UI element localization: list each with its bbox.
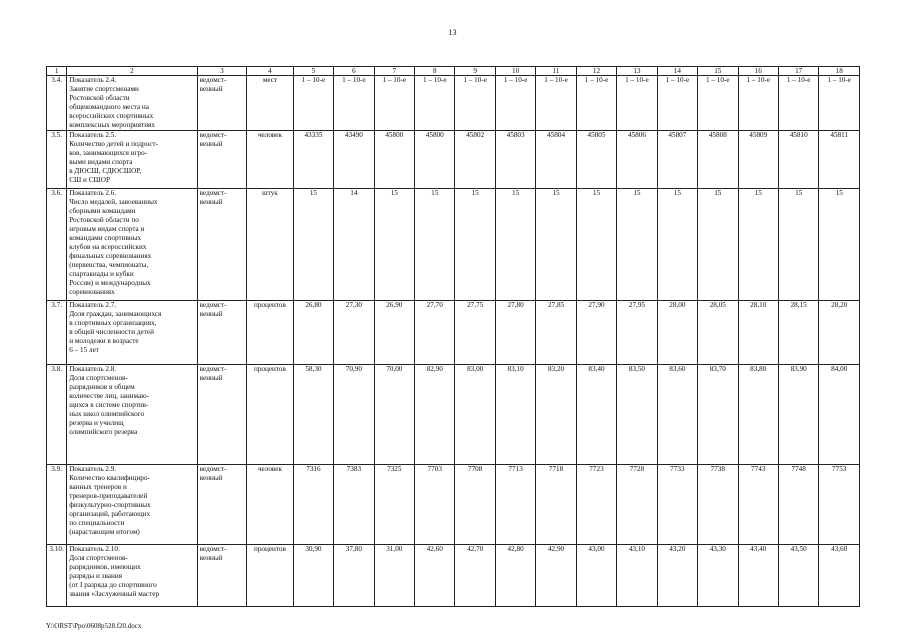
indicator-value: 15 bbox=[293, 189, 333, 301]
indicator-value: 1 – 10-е bbox=[536, 76, 576, 131]
indicator-value: 15 bbox=[536, 189, 576, 301]
indicator-value: 15 bbox=[576, 189, 616, 301]
indicator-value: 1 – 10-е bbox=[374, 76, 414, 131]
column-header: 6 bbox=[334, 67, 374, 76]
data-source bbox=[197, 189, 247, 301]
indicator-name bbox=[67, 365, 197, 465]
column-header: 12 bbox=[576, 67, 616, 76]
indicator-name-line: ванных тренеров и bbox=[69, 483, 127, 491]
data-source bbox=[197, 131, 247, 189]
indicator-value: 7316 bbox=[293, 465, 333, 545]
indicator-name-line: Показатель 2.7. bbox=[69, 301, 117, 309]
column-header: 3 bbox=[197, 67, 247, 76]
indicator-value: 7708 bbox=[455, 465, 495, 545]
column-header: 5 bbox=[293, 67, 333, 76]
indicator-value: 42,90 bbox=[536, 545, 576, 607]
indicator-name-line: 6 – 15 лет bbox=[69, 346, 99, 354]
indicator-value: 1 – 10-е bbox=[415, 76, 455, 131]
indicator-name-line: финальных соревнованиях bbox=[69, 252, 152, 260]
indicator-name-line: игровым видам спорта и bbox=[69, 225, 145, 233]
indicator-value: 1 – 10-е bbox=[698, 76, 738, 131]
data-source-line: венный bbox=[199, 198, 223, 206]
indicator-value: 45806 bbox=[617, 131, 657, 189]
indicator-name-line: Показатель 2.5. bbox=[69, 131, 117, 139]
data-source-line: ведомст- bbox=[199, 365, 227, 373]
data-source bbox=[197, 76, 247, 131]
indicator-name-line: Ростовской области по bbox=[69, 216, 139, 224]
indicator-name-line: клубов на всероссийских bbox=[69, 243, 147, 251]
column-header: 4 bbox=[247, 67, 294, 76]
data-source-line: ведомст- bbox=[199, 301, 227, 309]
indicator-value: 43490 bbox=[334, 131, 374, 189]
indicator-value: 7713 bbox=[495, 465, 535, 545]
indicator-name-line: соревнованиях bbox=[69, 288, 115, 296]
unit-of-measure: человек bbox=[247, 465, 294, 545]
column-header: 2 bbox=[67, 67, 197, 76]
data-source-line: венный bbox=[199, 474, 223, 482]
indicator-name-line: щихся в системе спортив- bbox=[69, 401, 149, 409]
indicator-value: 45802 bbox=[455, 131, 495, 189]
indicator-value: 1 – 10-е bbox=[455, 76, 495, 131]
indicator-name-line: Количество детей и подрост- bbox=[69, 140, 159, 148]
indicator-value: 45803 bbox=[495, 131, 535, 189]
data-source-line: венный bbox=[199, 310, 223, 318]
indicator-value: 1 – 10-е bbox=[334, 76, 374, 131]
indicator-value: 7753 bbox=[819, 465, 860, 545]
column-header: 7 bbox=[374, 67, 414, 76]
row-number: 3.5. bbox=[47, 131, 67, 189]
indicator-name-line: спартакиады и кубки bbox=[69, 270, 134, 278]
column-header: 17 bbox=[778, 67, 818, 76]
indicator-value: 1 – 10-е bbox=[495, 76, 535, 131]
indicator-value: 45808 bbox=[698, 131, 738, 189]
indicator-value: 7728 bbox=[617, 465, 657, 545]
indicator-name-line: Доля спортсменов- bbox=[69, 554, 128, 562]
indicator-value: 26,80 bbox=[293, 301, 333, 365]
indicator-value: 45807 bbox=[657, 131, 697, 189]
indicator-value: 45809 bbox=[738, 131, 778, 189]
data-source-line: ведомст- bbox=[199, 545, 227, 553]
indicator-name bbox=[67, 301, 197, 365]
indicator-value: 28,10 bbox=[738, 301, 778, 365]
indicator-name-line: физкультурно-спортивных bbox=[69, 501, 151, 509]
indicator-value: 15 bbox=[495, 189, 535, 301]
indicator-value: 42,80 bbox=[495, 545, 535, 607]
indicator-value: 83,50 bbox=[617, 365, 657, 465]
indicator-value: 27,75 bbox=[455, 301, 495, 365]
indicator-value: 26,90 bbox=[374, 301, 414, 365]
table-row bbox=[47, 365, 860, 465]
column-header: 11 bbox=[536, 67, 576, 76]
indicator-value: 58,30 bbox=[293, 365, 333, 465]
indicator-name-line: Число медалей, завоеванных bbox=[69, 198, 158, 206]
unit-of-measure: человек bbox=[247, 131, 294, 189]
indicator-name-line: олимпийского резерва bbox=[69, 428, 138, 436]
indicator-name-line: (от I разряда до спортивного bbox=[69, 581, 157, 589]
indicator-name-line: Показатель 2.10. bbox=[69, 545, 120, 553]
indicator-name-line: в спортивных организациях, bbox=[69, 319, 157, 327]
indicator-name-line: количестве лиц, занимаю- bbox=[69, 392, 149, 400]
data-source-line: ведомст- bbox=[199, 465, 227, 473]
indicator-value: 27,30 bbox=[334, 301, 374, 365]
data-source-line: венный bbox=[199, 554, 223, 562]
indicator-value: 43,60 bbox=[819, 545, 860, 607]
indicator-value: 43,30 bbox=[698, 545, 738, 607]
indicator-name bbox=[67, 189, 197, 301]
column-number-row bbox=[47, 67, 860, 76]
indicator-name bbox=[67, 131, 197, 189]
indicator-name-line: по специальности bbox=[69, 519, 125, 527]
indicator-value: 7733 bbox=[657, 465, 697, 545]
indicator-name-line: Доля спортсменов- bbox=[69, 374, 128, 382]
indicator-name-line: в ДЮСШ, СДЮСШОР, bbox=[69, 167, 142, 175]
indicator-value: 45800 bbox=[415, 131, 455, 189]
indicator-name-line: командами спортивных bbox=[69, 234, 142, 242]
column-header: 1 bbox=[47, 67, 67, 76]
data-source bbox=[197, 545, 247, 607]
indicator-value: 43,50 bbox=[778, 545, 818, 607]
data-source-line: ведомст- bbox=[199, 189, 227, 197]
indicator-value: 83,40 bbox=[576, 365, 616, 465]
table-row bbox=[47, 189, 860, 301]
indicator-name-line: Показатель 2.4. bbox=[69, 76, 117, 84]
row-number: 3.6. bbox=[47, 189, 67, 301]
indicator-value: 1 – 10-е bbox=[576, 76, 616, 131]
indicator-value: 7383 bbox=[334, 465, 374, 545]
indicator-name-line: резерва и училищ bbox=[69, 419, 124, 427]
indicator-name-line: звания «Заслуженный мастер bbox=[69, 590, 160, 598]
indicator-value: 1 – 10-е bbox=[293, 76, 333, 131]
data-source-line: венный bbox=[199, 374, 223, 382]
data-source-line: ведомст- bbox=[199, 131, 227, 139]
indicators-table bbox=[46, 66, 860, 607]
indicator-value: 70,90 bbox=[334, 365, 374, 465]
indicator-value: 1 – 10-е bbox=[738, 76, 778, 131]
indicator-value: 15 bbox=[698, 189, 738, 301]
table-row bbox=[47, 76, 860, 131]
indicator-value: 42,70 bbox=[455, 545, 495, 607]
indicator-name-line: Показатель 2.8. bbox=[69, 365, 117, 373]
indicator-value: 7743 bbox=[738, 465, 778, 545]
row-number: 3.8. bbox=[47, 365, 67, 465]
indicator-value: 43,20 bbox=[657, 545, 697, 607]
indicator-value: 45800 bbox=[374, 131, 414, 189]
indicator-value: 7748 bbox=[778, 465, 818, 545]
indicator-name-line: ков, занимающихся игро- bbox=[69, 149, 148, 157]
indicator-value: 83,70 bbox=[698, 365, 738, 465]
unit-of-measure: мест bbox=[247, 76, 294, 131]
file-path-footer: Y:\ORST\Ppo\0608p528.f20.docx bbox=[46, 622, 142, 630]
indicator-value: 15 bbox=[455, 189, 495, 301]
data-source bbox=[197, 301, 247, 365]
indicator-value: 82,90 bbox=[415, 365, 455, 465]
indicator-name-line: разряды и звания bbox=[69, 572, 122, 580]
indicator-value: 1 – 10-е bbox=[819, 76, 860, 131]
indicator-value: 15 bbox=[617, 189, 657, 301]
indicator-value: 27,80 bbox=[495, 301, 535, 365]
indicator-name-line: ных школ олимпийского bbox=[69, 410, 145, 418]
indicator-name-line: (первенства, чемпионаты, bbox=[69, 261, 149, 269]
indicator-value: 83,20 bbox=[536, 365, 576, 465]
indicator-value: 7718 bbox=[536, 465, 576, 545]
table-row bbox=[47, 301, 860, 365]
indicator-value: 83,80 bbox=[738, 365, 778, 465]
indicator-value: 84,00 bbox=[819, 365, 860, 465]
indicator-value: 43,40 bbox=[738, 545, 778, 607]
indicator-name-line: Показатель 2.9. bbox=[69, 465, 117, 473]
indicator-name-line: в общей численности детей bbox=[69, 328, 154, 336]
indicator-name-line: разрядников в общем bbox=[69, 383, 135, 391]
indicator-name-line: разрядников, имеющих bbox=[69, 563, 141, 571]
unit-of-measure: штук bbox=[247, 189, 294, 301]
row-number: 3.10. bbox=[47, 545, 67, 607]
indicator-value: 45811 bbox=[819, 131, 860, 189]
indicator-name-line: СШ и СШОР bbox=[69, 176, 110, 184]
indicator-name bbox=[67, 76, 197, 131]
indicator-value: 45804 bbox=[536, 131, 576, 189]
page-number: 13 bbox=[448, 28, 457, 37]
column-header: 14 bbox=[657, 67, 697, 76]
column-header: 13 bbox=[617, 67, 657, 76]
column-header: 9 bbox=[455, 67, 495, 76]
indicator-name-line: тренеров-преподавателей bbox=[69, 492, 148, 500]
indicator-value: 1 – 10-е bbox=[778, 76, 818, 131]
indicator-name-line: Количество квалифициро- bbox=[69, 474, 150, 482]
indicator-value: 27,95 bbox=[617, 301, 657, 365]
indicator-value: 1 – 10-е bbox=[657, 76, 697, 131]
indicator-value: 7723 bbox=[576, 465, 616, 545]
row-number: 3.7. bbox=[47, 301, 67, 365]
indicator-value: 14 bbox=[334, 189, 374, 301]
column-header: 16 bbox=[738, 67, 778, 76]
indicator-value: 83,00 bbox=[455, 365, 495, 465]
indicator-name-line: Доля граждан, занимающихся bbox=[69, 310, 162, 318]
indicator-value: 42,60 bbox=[415, 545, 455, 607]
indicator-value: 27,85 bbox=[536, 301, 576, 365]
column-header: 18 bbox=[819, 67, 860, 76]
data-source-line: венный bbox=[199, 140, 223, 148]
indicator-name-line: России) и международных bbox=[69, 279, 151, 287]
indicator-value: 45805 bbox=[576, 131, 616, 189]
indicator-name-line: и молодежи в возрасте bbox=[69, 337, 139, 345]
indicator-value: 31,00 bbox=[374, 545, 414, 607]
indicator-value: 45810 bbox=[778, 131, 818, 189]
table-row bbox=[47, 465, 860, 545]
unit-of-measure: процентов bbox=[247, 301, 294, 365]
indicator-name-line: общекомандного места на bbox=[69, 103, 149, 111]
indicator-value: 15 bbox=[415, 189, 455, 301]
indicator-value: 1 – 10-е bbox=[617, 76, 657, 131]
indicator-value: 7703 bbox=[415, 465, 455, 545]
column-header: 8 bbox=[415, 67, 455, 76]
indicator-value: 28,15 bbox=[778, 301, 818, 365]
indicator-value: 28,20 bbox=[819, 301, 860, 365]
indicator-name bbox=[67, 545, 197, 607]
indicator-name bbox=[67, 465, 197, 545]
data-source bbox=[197, 365, 247, 465]
indicator-name-line: (нарастающим итогом) bbox=[69, 528, 140, 536]
column-header: 10 bbox=[495, 67, 535, 76]
indicator-value: 43335 bbox=[293, 131, 333, 189]
indicator-name-line: Ростовской области bbox=[69, 94, 130, 102]
indicator-value: 15 bbox=[657, 189, 697, 301]
column-header: 15 bbox=[698, 67, 738, 76]
indicator-value: 15 bbox=[374, 189, 414, 301]
indicator-value: 83,90 bbox=[778, 365, 818, 465]
indicator-name-line: Занятие спортсменами bbox=[69, 85, 139, 93]
indicator-name-line: сборными командами bbox=[69, 207, 136, 215]
indicator-value: 27,70 bbox=[415, 301, 455, 365]
indicator-value: 83,10 bbox=[495, 365, 535, 465]
indicator-name-line: выми видами спорта bbox=[69, 158, 133, 166]
indicator-value: 43,10 bbox=[617, 545, 657, 607]
indicator-value: 70,00 bbox=[374, 365, 414, 465]
indicator-value: 7325 bbox=[374, 465, 414, 545]
row-number: 3.4. bbox=[47, 76, 67, 131]
unit-of-measure: процентов bbox=[247, 365, 294, 465]
data-source bbox=[197, 465, 247, 545]
table-row bbox=[47, 545, 860, 607]
indicator-name-line: Показатель 2.6. bbox=[69, 189, 117, 197]
data-source-line: венный bbox=[199, 85, 223, 93]
indicator-name-line: всероссийских спортивных bbox=[69, 112, 154, 120]
data-source-line: ведомст- bbox=[199, 76, 227, 84]
indicator-value: 37,80 bbox=[334, 545, 374, 607]
indicator-name-line: организаций, работающих bbox=[69, 510, 151, 518]
indicator-value: 28,05 bbox=[698, 301, 738, 365]
indicator-value: 27,90 bbox=[576, 301, 616, 365]
indicator-value: 43,00 bbox=[576, 545, 616, 607]
indicator-value: 28,00 bbox=[657, 301, 697, 365]
indicator-value: 15 bbox=[778, 189, 818, 301]
unit-of-measure: процентов bbox=[247, 545, 294, 607]
indicator-name-line: комплексных мероприятиях bbox=[69, 121, 155, 129]
indicator-value: 83,60 bbox=[657, 365, 697, 465]
table-row bbox=[47, 131, 860, 189]
indicator-value: 30,90 bbox=[293, 545, 333, 607]
indicator-value: 15 bbox=[738, 189, 778, 301]
indicator-value: 15 bbox=[819, 189, 860, 301]
row-number: 3.9. bbox=[47, 465, 67, 545]
indicator-value: 7738 bbox=[698, 465, 738, 545]
